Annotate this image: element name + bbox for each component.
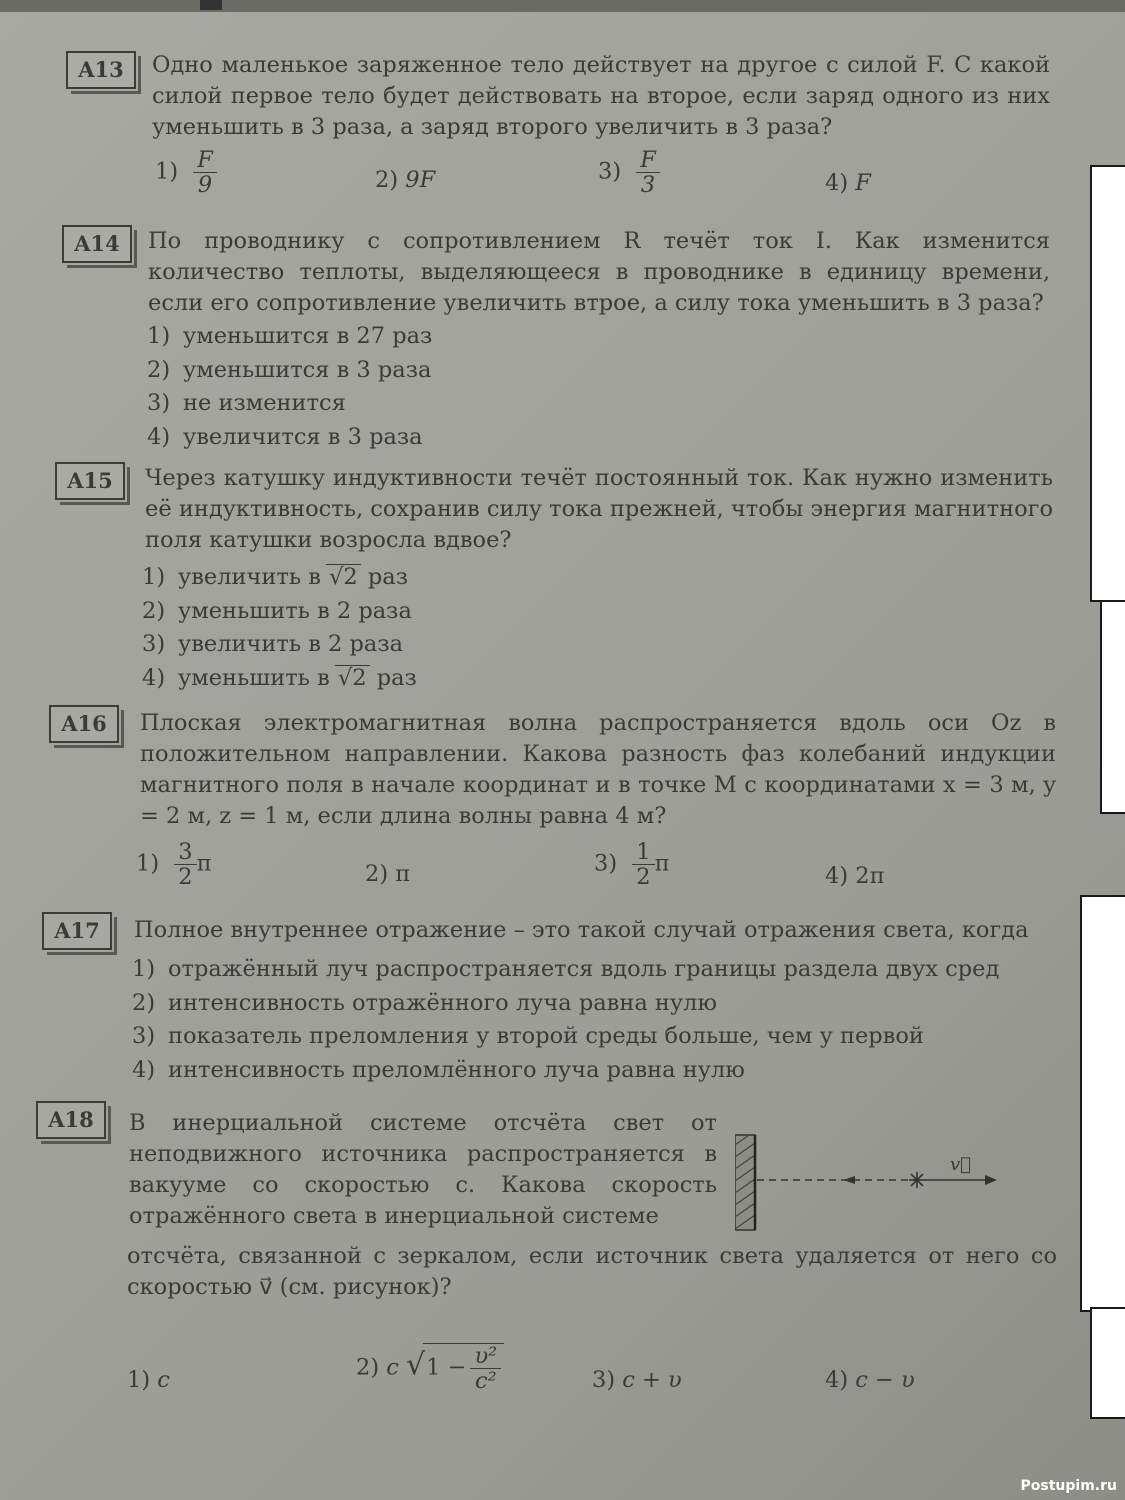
question-a17-option-2[interactable]: 2) интенсивность отражённого луча равна нулю	[132, 989, 717, 1016]
question-a18-text-bottom: отсчёта, связанной с зеркалом, если источник света удаляется от него со скоростью v⃗ (см. рисунок)?	[127, 1243, 1057, 1300]
question-a14-option-2[interactable]: 2) уменьшится в 3 раза	[147, 356, 432, 383]
question-a18-option-1[interactable]: 1) c	[127, 1367, 170, 1393]
question-a16-option-1[interactable]: 1) $\frac{3}{2}$ π	[136, 839, 212, 890]
edge-tab-4	[1090, 1307, 1125, 1419]
question-a13-option-4[interactable]: 4) F	[825, 170, 871, 196]
question-a18-option-3[interactable]: 3) c + υ	[592, 1367, 682, 1393]
question-a17-option-1[interactable]: 1) отражённый луч распространяется вдоль границы раздела двух сред	[132, 956, 1000, 982]
question-a15-option-4[interactable]: 4) уменьшить в √2 раз	[142, 664, 417, 691]
question-a16-option-3[interactable]: 3) $\frac{1}{2}$ π	[594, 839, 670, 890]
mirror-figure	[735, 1130, 1000, 1235]
mirror-body	[735, 1135, 755, 1230]
edge-tab-2	[1100, 600, 1125, 814]
question-a15-options	[142, 561, 417, 695]
question-number-a17: A17	[42, 912, 112, 950]
page-top-edge	[0, 0, 1125, 12]
question-a13-text: Одно маленькое заряженное тело действует на другое с силой F. С какой силой первое тело будет действовать на второе, если заряд одного из них уменьшить в 3 раза, а заряд второго увеличить в 3 раза?	[152, 52, 1050, 140]
edge-tab-1	[1090, 165, 1125, 602]
question-a16-option-2[interactable]: 2) π	[365, 861, 411, 887]
question-a14-options	[147, 320, 432, 454]
question-a17-text: Полное внутреннее отражение – это такой случай отражения света, когда	[134, 917, 1029, 943]
question-a15-option-3[interactable]: 3) увеличить в 2 раза	[142, 631, 404, 657]
question-a13-option-2[interactable]: 2) 9F	[375, 167, 436, 193]
velocity-label: v⃗	[950, 1154, 971, 1175]
question-a17-options	[132, 953, 999, 1087]
watermark: Postupim.ru	[1020, 1478, 1117, 1494]
question-a16-text: Плоская электромагнитная волна распространяется вдоль оси Oz в положительном направлении. Какова разность фаз колебаний индукции магнитного поля в начале координат и в точке M с координатами x = 3 м, y = 2 м, z = 1 м, если длина волны равна 4 м?	[140, 710, 1056, 829]
question-a18-text-top: В инерциальной системе отсчёта свет от неподвижного источника распространяется в вакууме со скоростью c. Какова скорость отражённого света в инерциальной системе	[129, 1110, 717, 1229]
question-a18-option-4[interactable]: 4) c − υ	[825, 1367, 915, 1393]
edge-tab-3	[1080, 895, 1125, 1312]
question-a13-option-3[interactable]: 3) $\frac{F}{3}$	[598, 148, 660, 197]
question-a13-option-1[interactable]: 1) $\frac{F}{9}$	[155, 148, 217, 197]
question-number-a16: A16	[49, 705, 119, 743]
question-number-a18: A18	[36, 1101, 106, 1139]
question-a15-text: Через катушку индуктивности течёт постоянный ток. Как нужно изменить её индуктивность, сохранив силу тока прежней, чтобы энергия магнитного поля катушки возросла вдвое?	[145, 465, 1053, 553]
question-a14-option-4[interactable]: 4) увеличится в 3 раза	[147, 423, 423, 450]
question-a15-option-2[interactable]: 2) уменьшить в 2 раза	[142, 597, 412, 624]
question-a14-option-3[interactable]: 3) не изменится	[147, 390, 346, 416]
question-a16-option-4[interactable]: 4) 2π	[825, 863, 885, 889]
question-number-a15: A15	[55, 462, 125, 500]
question-a14-text: По проводнику с сопротивлением R течёт ток I. Как изменится количество теплоты, выделяющееся в проводнике в единицу времени, если его сопротивление увеличить втрое, а силу тока уменьшить в 3 раза?	[148, 228, 1050, 316]
question-a18-option-2[interactable]: 2) c √1 − $\frac{\text{υ²}}{\text{c²}}$	[356, 1343, 504, 1393]
question-a15-option-1[interactable]: 1) увеличить в √2 раз	[142, 564, 408, 590]
question-number-a13: A13	[66, 51, 136, 89]
question-a17-option-4[interactable]: 4) интенсивность преломлённого луча равна нулю	[132, 1056, 745, 1083]
velocity-vector-arrowhead	[985, 1175, 997, 1185]
question-a14-option-1[interactable]: 1) уменьшится в 27 раз	[147, 323, 433, 349]
cut-off-heading	[200, 0, 222, 10]
light-ray-arrowhead	[843, 1176, 855, 1184]
question-number-a14: A14	[62, 225, 132, 263]
question-a17-option-3[interactable]: 3) показатель преломления у второй среды больше, чем у первой	[132, 1023, 924, 1049]
light-source-star	[909, 1172, 925, 1188]
